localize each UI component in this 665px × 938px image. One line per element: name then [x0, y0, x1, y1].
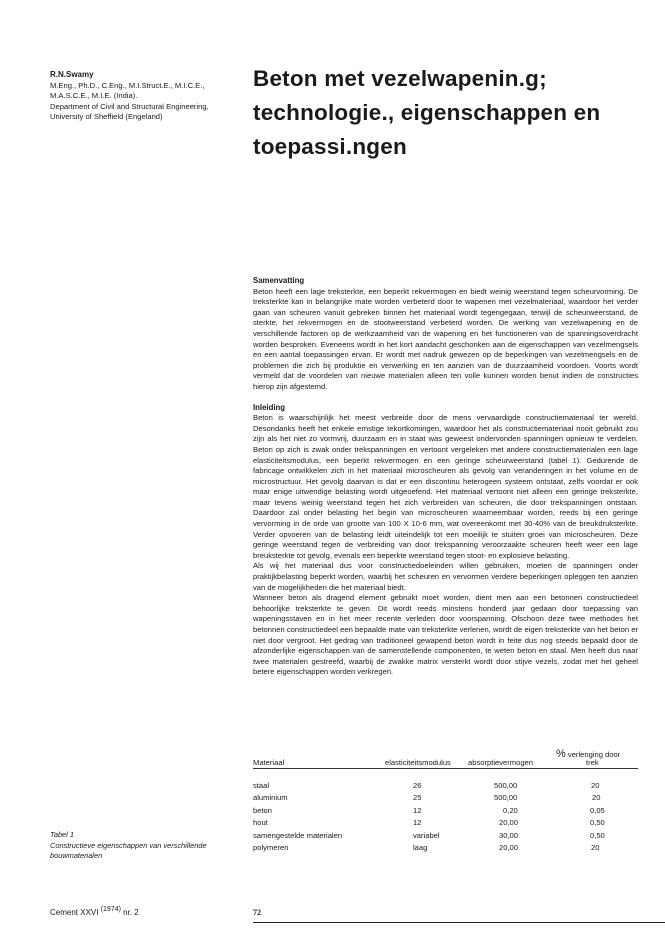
table-row — [253, 831, 638, 843]
cell-absorptie: 0,20 — [503, 805, 518, 815]
main-column — [253, 276, 638, 678]
cell-materiaal: polymeren — [253, 842, 289, 852]
properties-table — [253, 748, 638, 855]
cell-absorptie: 20,00 — [499, 818, 519, 828]
author-name: R.N.Swamy — [50, 70, 94, 79]
author-block — [50, 70, 240, 123]
intro-heading: Inleiding — [253, 402, 286, 412]
cell-materiaal: samengestelde materialen — [253, 830, 343, 840]
cell-elasticiteit: laag — [413, 842, 428, 852]
author-affiliation: Department of Civil and Structural Engineering, University of Sheffield (Engeland) — [50, 101, 209, 122]
author-degrees: M.Eng., Ph.D., C.Eng., M.I.Struct.E., M.I.C.E., M.A.S.C.E., M.I.E. (India). — [50, 80, 205, 101]
header-verlenging — [556, 750, 620, 767]
header-absorptie: absorptievermogen — [468, 758, 534, 767]
table-caption — [50, 830, 240, 862]
table-header-row — [253, 748, 638, 769]
cell-verlenging: 20 — [591, 842, 600, 852]
table-row — [253, 793, 638, 805]
cell-verlenging: 20 — [592, 793, 601, 803]
cell-elasticiteit: 12 — [413, 805, 422, 815]
intro-paragraph-3: Wanneer beton als dragend element gebruikt moet worden, dient men aan een betonnen constructiedeel behoorlijke treksterkte te geven. Dit wordt reeds minstens honderd jaar gedaan door toepassing van wapeningsstaven en in het meer recente verleden door voorspanning. Ofschoon deze twee methodes het betonnen constructiedeel een bepaalde mate van treksterkte verlenen, wordt de eigen treksterkte van het beton er niet door vergroot. Het gedrag van traditioneel gewapend beton wordt in feite dus nog steeds bepaald door de afzonderlijke eigenschappen van de samenstellende componenten, te weten beton en staal. Men heeft dus naar twee materialen gestreefd, waarbij de zwakke matrix versterkt wordt door stijve vezels, zodat met het geheel betere eigenschappen worden verkregen. — [253, 593, 638, 677]
footer-divider — [253, 922, 665, 923]
cell-elasticiteit: 12 — [413, 818, 422, 828]
percent-symbol: % — [556, 748, 566, 760]
cell-absorptie: 500,00 — [494, 793, 518, 803]
article-title: Beton met vezelwapenin.g; technologie., eigenschappen en toepassi.ngen — [253, 66, 601, 159]
journal-footer — [50, 908, 139, 917]
journal-name: Cement XXVI — [50, 908, 99, 917]
cell-verlenging: 0,05 — [590, 805, 605, 815]
table-row — [253, 818, 638, 830]
cell-verlenging: 0,50 — [590, 818, 605, 828]
cell-elasticiteit: 25 — [413, 793, 422, 803]
cell-materiaal: hout — [253, 818, 268, 828]
page-number: 72 — [253, 908, 261, 917]
cell-materiaal: beton — [253, 805, 273, 815]
header-verlenging-line1: verlenging door — [567, 750, 621, 759]
cell-verlenging: 0,50 — [590, 830, 605, 840]
table-caption-text: Constructieve eigenschappen van verschillende bouwmaterialen — [50, 840, 207, 861]
table-row — [253, 781, 638, 793]
cell-absorptie: 500,00 — [494, 781, 518, 790]
summary-heading: Samenvatting — [253, 276, 305, 285]
intro-paragraph-1: Beton is waarschijnlijk het meest verbreide door de mens vervaardigde constructiemateriaal ter wereld. Desondanks heeft het enkele ernstige tekortkomingen, waardoor het als constructiemateriaal nooit gebruikt zou zijn als het niet zo vormvrij, duurzaam en in staat was geweest ondervonden spanningen opnieuw te verdelen. Beton op zich is zwak onder trekspanningen en vertoont vergeleken met andere constructiematerialen een lage elasticiteitsmodulus, een beperkt rekvermogen en een geringe scheurweerstand (tabel 1). Gedurende de fabricage ontwikkelen zich in het materiaal microscheuren als gevolg van veranderingen in het volume en de microstructuur. Het gevolg daarvan is dat er een discontinu heterogeen systeem ontstaat, zelfs voordat er ook maar enige uitwendige belasting wordt uitgeoefend. Het materiaal vertoont niet alleen een geringe treksterkte, maar tevens weinig weerstand tegen het zich verbreiden van scheuren, die door trekspanningen ontstaan. Daardoor zal onder belasting het begin van microscheuren waarneembaar worden, reeds bij een geringe vervorming in de orde van grootte van 100 X 10-6 mm, wat overeenkomt met 30-40% van de breukdruksterkte. Verder opvoeren van de belasting leidt uiteindelijk tot een moeilijk te stuiten groei van microscheuren. Deze geringe weerstand tegen de verbreiding van door trekspanning veroorzaakte scheuren heeft weer een lage breuksterkte tot gevolg, evenals een beperkte weerstand tegen stoot- en explosieve belasting. — [253, 413, 638, 560]
journal-year: (1974) — [100, 906, 121, 913]
cell-elasticiteit: 26 — [413, 781, 422, 790]
table-caption-label: Tabel 1 — [50, 830, 74, 839]
cell-absorptie: 20,00 — [499, 842, 519, 852]
cell-materiaal: staal — [253, 781, 270, 790]
cell-materiaal: aluminium — [253, 793, 288, 803]
cell-elasticiteit: variabel — [413, 830, 440, 840]
cell-verlenging: 20 — [591, 781, 600, 790]
header-elasticiteit: elasticiteitsmodulus — [385, 758, 451, 767]
header-verlenging-line2: trek — [586, 758, 599, 767]
cell-absorptie: 30,00 — [499, 830, 519, 840]
journal-issue: nr. 2 — [123, 908, 139, 917]
table-row — [253, 806, 638, 818]
intro-paragraph-2: Als wij het materiaal dus voor constructiedoeleinden willen gebruiken, moeten de spanningen onder praktijkbelasting beperkt worden, waarbij het scheuren en vervormen verdere beperkingen opleggen ten aanzien van de mogelijkheden die het materiaal biedt. — [253, 561, 638, 592]
header-materiaal: Materiaal — [253, 758, 285, 767]
table-body — [253, 769, 638, 855]
summary-text: Beton heeft een lage treksterkte, een beperkt rekvermogen en biedt weinig weerstand tegen scheurvorming. De treksterkte kan in belangrijke mate worden verbeterd door te wapenen met vezelmateriaal, waardoor het verder gaan van scheuren vanuit gebreken binnen het materiaal wordt tegengegaan, terwijl de scheurweerstand, de sterkte, het rekvermogen en de stootweerstand verbeterd worden. De werking van vezelwapening en de verschillende factoren op de werkzaamheid van de wapening en het functioneren van de spanningsoverdracht worden besproken. Eveneens wordt in het kort aandacht geschonken aan de eigenschappen van vezelmengsels en een aantal toepassingen ervan. Er wordt met nadruk gewezen op de beperkingen van vezelmengsels en de problemen die zich bij produktie en verwerking en ten aanzien van de duurzaamheid voordoen. Voorts wordt vermeld dat de voordelen van nieuwe materialen alleen ten volle kunnen worden benut indien de constructies hierop zijn afgestemd. — [253, 286, 638, 391]
table-row — [253, 843, 638, 855]
